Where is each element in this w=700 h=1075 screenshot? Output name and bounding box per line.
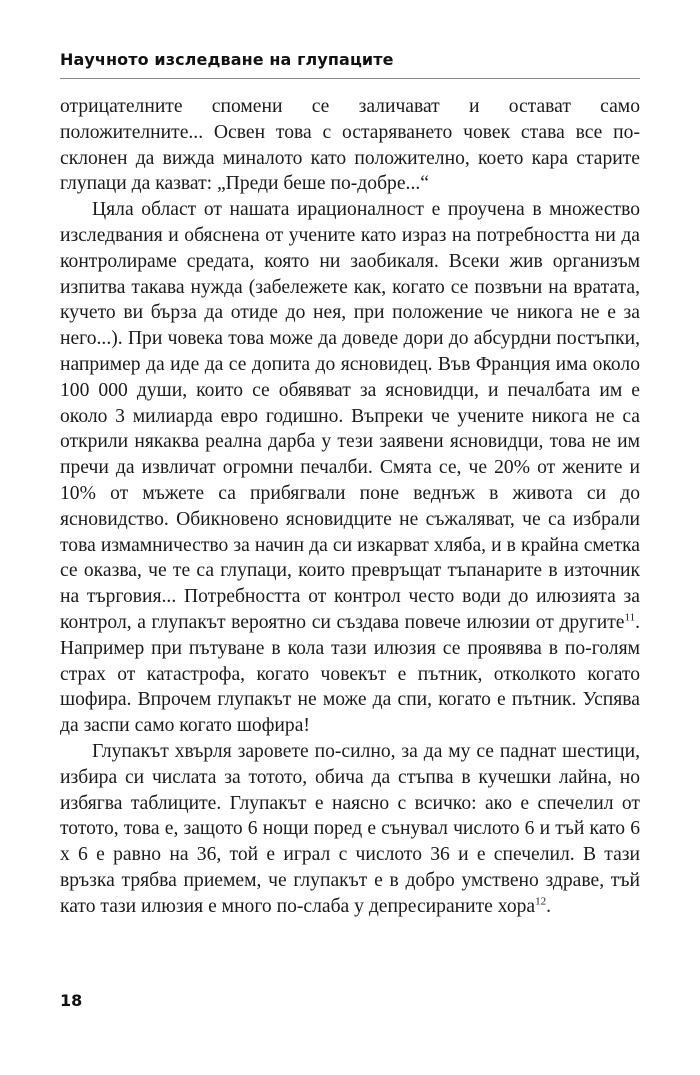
paragraph-2 (60, 197, 640, 739)
footnote-ref-12[interactable]: 12 (535, 895, 547, 908)
running-head-title: Научното изследване на глупаците (60, 50, 394, 69)
page-number: 18 (60, 991, 83, 1010)
paragraph-3 (60, 739, 640, 920)
body-text (60, 94, 640, 920)
paragraph-1: отрицателните спомени се заличават и остават само положителните... Освен това с остаряването човек става все по-склонен да вижда миналото като положително, което кара старите глупаци да казват: „Преди беше по-добре...“ (60, 96, 640, 195)
paragraph-3-text-end: . (546, 895, 552, 917)
paragraph-2-text: Цяла област от нашата ирационалност е проучена в множество изследвания и обяснена от учените като израз на потребността ни да контролираме средата, която ни заобикаля. Всеки жив организъм изпитва такава нужда (забележете как, когато се позвъни на вратата, кучето ви бърза да отиде до нея, при положение че никога не е за него...). При човека това може да доведе дори до абсурдни постъпки, например да иде да се допита до ясновидец. Във Франция има около 100 000 души, които се обявяват за ясновидци, и печалбата им е около 3 милиарда евро годишно. Въпреки че учените никога не са открили някаква реална дарба у тези заявени ясновидци, това не им пречи да извличат огромни печалби. Смята се, че 20% от жените и 10% от мъжете са прибягвали поне веднъж в живота си до ясновидство. Обикновено ясновидците не съжаляват, че са избрали това измамничество за начин да си изкарват хляба, и в крайна сметка се оказва, че те са глупаци, които превръщат тъпанарите в източник на търговия... Потребността от контрол често води до илюзията за контрол, а глупакът вероятно си създава повече илюзии от другите (60, 199, 640, 633)
header-rule (60, 78, 640, 79)
paragraph-2-text-end: . Например при пътуване в кола тази илюзия се проявява в по-голям страх от катастрофа, когато човекът е пътник, отколкото когато шофира. Впрочем глупакът не може да спи, когато е пътник. Успява да заспи само когато шофира! (60, 611, 640, 737)
paragraph-3-text: Глупакът хвърля заровете по-силно, за да му се паднат шестици, избира си числата за тотото, обича да стъпва в кучешки лайна, но избягва таблиците. Глупакът е наясно с всичко: ако е спечелил от тотото, това е, защото 6 нощи поред е сънувал числото 6 и тъй като 6 х 6 е равно на 36, той е играл с числото 36 и е спечелил. В тази връзка трябва приемем, че глупакът е в добро умствено здраве, тъй като тази илюзия е много по-слаба у депресираните хора (60, 740, 640, 917)
footnote-ref-11[interactable]: 11 (624, 611, 636, 624)
